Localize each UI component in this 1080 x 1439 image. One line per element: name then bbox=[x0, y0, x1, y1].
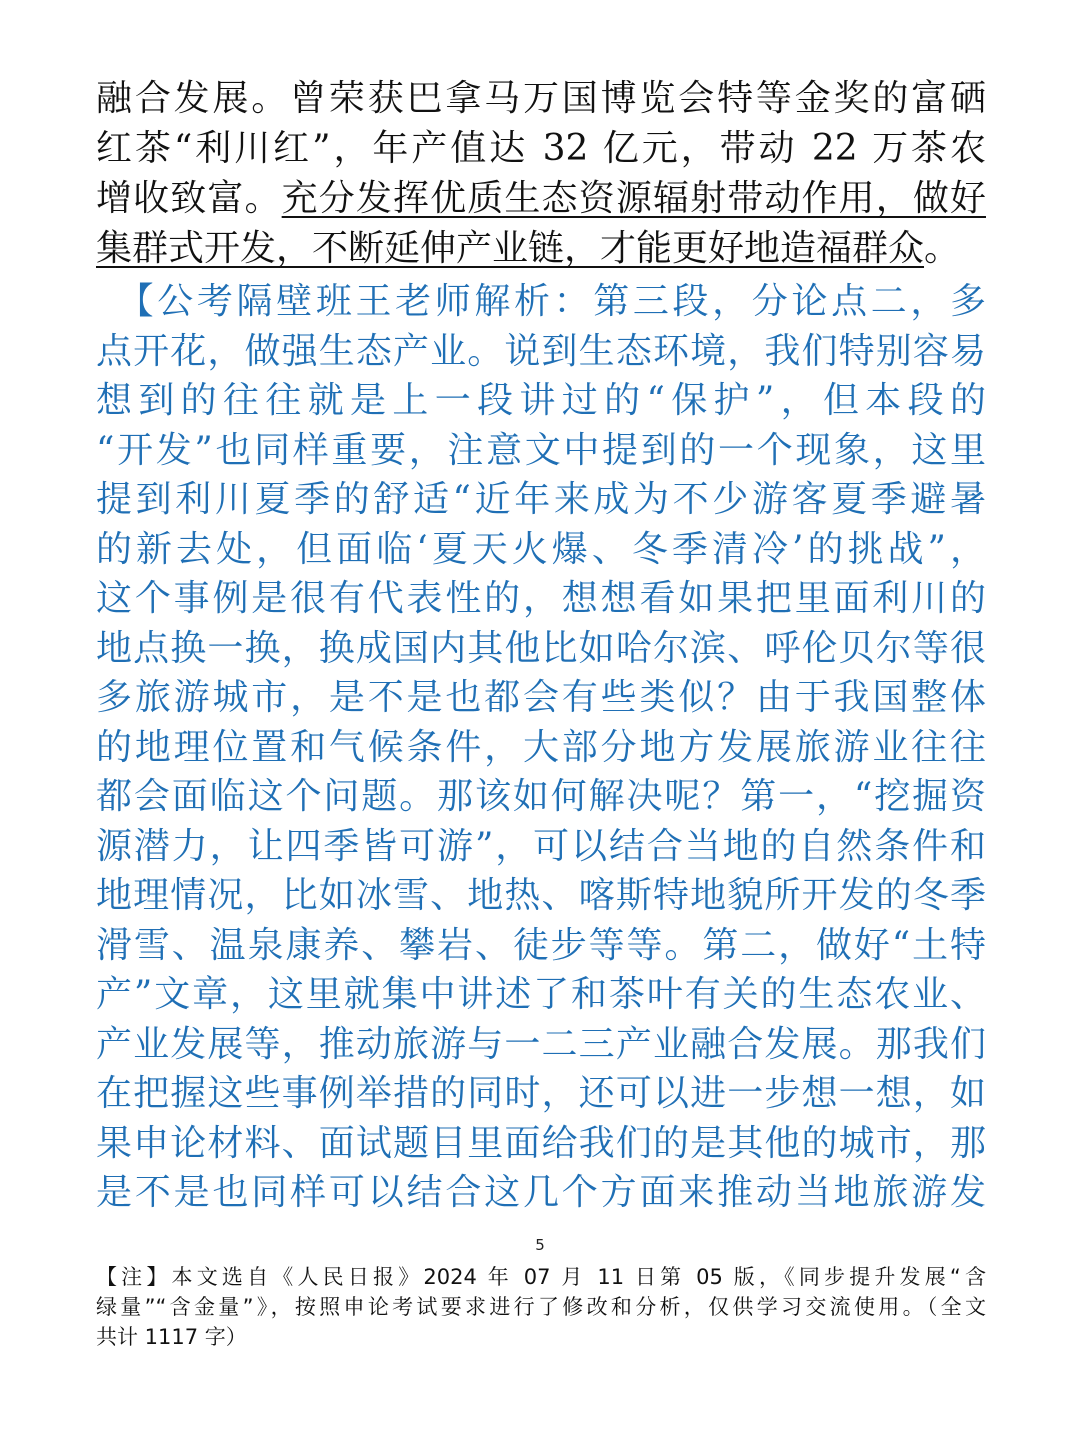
body-line-4-underlined: 集群式开发，不断延伸产业链，才能更好地造福群众 bbox=[96, 228, 925, 269]
analysis-line: “开发”也同样重要，注意文中提到的一个现象，这里 bbox=[96, 429, 986, 471]
analysis-line: 都会面临这个问题。那该如何解决呢？第一，“挖掘资 bbox=[96, 776, 986, 817]
analysis-line: 在把握这些事例举措的同时，还可以进一步想一想，如 bbox=[96, 1073, 986, 1114]
analysis-line: 产”文章，这里就集中讲述了和茶叶有关的生态农业、 bbox=[96, 974, 986, 1015]
analysis-line: 的地理位置和气候条件，大部分地方发展旅游业往往 bbox=[96, 726, 986, 768]
note-line-2: 绿量”“含金量”》，按照申论考试要求进行了修改和分析，仅供学习交流使用。（全文 bbox=[96, 1295, 986, 1319]
analysis-line: 果申论材料、面试题目里面给我们的是其他的城市，那 bbox=[96, 1122, 986, 1164]
body-line-3-underlined: 充分发挥优质生态资源辐射带动作用，做好 bbox=[281, 178, 986, 219]
analysis-line: 想到的往往就是上一段讲过的“保护”，但本段的 bbox=[96, 380, 986, 421]
body-line-4 bbox=[96, 224, 986, 274]
body-line-3 bbox=[96, 174, 986, 224]
body-line-1 bbox=[96, 74, 986, 124]
body-line-2 bbox=[96, 124, 986, 174]
body-line-1-text: 融合发展。曾荣获巴拿马万国博览会特等金奖的富硒 bbox=[96, 78, 986, 119]
analysis-line: 点开花，做强生态产业。说到生态环境，我们特别容易 bbox=[96, 330, 986, 372]
analysis-line: 提到利川夏季的舒适“近年来成为不少游客夏季避暑 bbox=[96, 479, 986, 520]
analysis-line: 是不是也同样可以结合这几个方面来推动当地旅游发 bbox=[96, 1172, 986, 1213]
analysis-line: 这个事例是很有代表性的，想想看如果把里面利川的 bbox=[96, 578, 986, 619]
body-line-3-plain: 增收致富。 bbox=[96, 178, 282, 219]
analysis-line: 产业发展等，推动旅游与一二三产业融合发展。那我们 bbox=[96, 1023, 986, 1065]
page-number: 5 bbox=[535, 1236, 545, 1254]
analysis-line: 地点换一换，换成国内其他比如哈尔滨、呼伦贝尔等很 bbox=[96, 627, 986, 669]
note-line-3: 共计 1117 字） bbox=[96, 1325, 247, 1349]
body-line-2-text: 红茶“利川红”，年产值达 32 亿元，带动 22 万茶农 bbox=[96, 128, 986, 169]
analysis-line: 多旅游城市，是不是也都会有些类似？由于我国整体 bbox=[96, 677, 986, 718]
body-line-4-end: 。 bbox=[924, 228, 961, 269]
analysis-line: 滑雪、温泉康养、攀岩、徒步等等。第二，做好“土特 bbox=[96, 924, 986, 966]
analysis-line: 的新去处，但面临‘夏天火爆、冬季清冷’的挑战”， bbox=[96, 528, 986, 570]
note-line-1: 【注】本文选自《人民日报》2024 年 07 月 11 日第 05 版，《同步提升发展“含 bbox=[96, 1265, 986, 1289]
analysis-line: 源潜力，让四季皆可游”，可以结合当地的自然条件和 bbox=[96, 825, 986, 867]
analysis-line: 【公考隔壁班王老师解析：第三段，分论点二，多 bbox=[96, 281, 986, 322]
analysis-line: 地理情况，比如冰雪、地热、喀斯特地貌所开发的冬季 bbox=[96, 875, 986, 916]
